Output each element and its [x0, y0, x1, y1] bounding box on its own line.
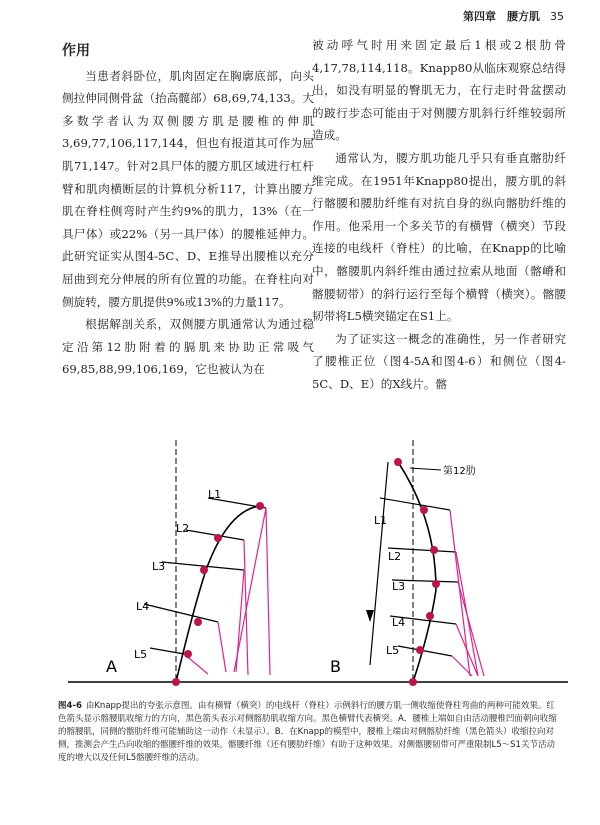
- level-label: L3: [392, 580, 406, 593]
- level-label: L5: [134, 648, 148, 661]
- arrow-down-icon: [366, 610, 374, 622]
- contralateral-fiber: [370, 462, 388, 665]
- running-header: [463, 8, 564, 24]
- right-column: [312, 34, 566, 396]
- transverse-b-5: [398, 646, 452, 656]
- vertebra-dots-b: [394, 458, 440, 686]
- figure-4-6: [58, 410, 578, 690]
- figure-illustration: [58, 410, 578, 690]
- level-label: L4: [392, 616, 406, 629]
- panel-label-a: A: [106, 657, 117, 676]
- level-label: L3: [152, 560, 166, 573]
- caption-text: 由Knapp提出的夸张示意图。由有横臂（横突）的电线杆（脊柱）示例斜行的腰方肌一侧收缩使脊柱弯曲的两种可能效果。红色箭头显示髂腰肌收缩力的方向，黑色箭头表示对侧髂肋肌收缩方向。黑色横臂代表横突。A．腰椎上端如自由活动腰椎凹面朝向收缩的髂腰肌，同侧的髂肋纤维可能辅助这一动作（未显示）。B．在Knapp的模型中，腰椎上端由对侧髂肋纤维（黑色箭头）收缩拉向对侧，推测会产生凸向收缩的髂腰纤维的效果。髂腰纤维（还有腰肋纤维）有助于这种效果。对侧髂腰韧带可严重限制L5～S1关节活动度的增大以及任何L5髂腰纤维的活动。: [58, 701, 557, 763]
- level-label: L5: [386, 644, 400, 657]
- paragraph: 当患者斜卧位，肌肉固定在胸廓底部，向头侧拉伸同侧骨盆（抬高髋部）68,69,74,133。大多数学者认为双侧腰方肌是腰椎的伸肌3,69,77,106,117,144，但也有报道其可作为屈肌71,147。针对2具尸体的腰方肌区域进行杠杆臂和肌肉横断层的计算机分析117，计算出腰方肌在脊柱侧弯时产生约9%的肌力，13%（在一具尸体）或22%（另一具尸体）的腰椎延伸力。此研究证实从图4-5C、D、E推导出腰椎以充分屈曲到充分伸展的所有位置的功能。在脊柱向对侧旋转，腰方肌提供9%或13%的力量117。: [62, 68, 314, 309]
- level-label: L1: [374, 514, 388, 527]
- caption-label: 图4-6: [58, 701, 82, 711]
- transverse-a-5: [150, 648, 184, 654]
- level-label: L4: [136, 600, 150, 613]
- level-label: L2: [176, 522, 190, 535]
- transverse-a-4: [144, 604, 218, 622]
- rib-pointer: [410, 468, 441, 470]
- page-number: 35: [550, 10, 564, 23]
- transverse-b-1: [380, 498, 450, 510]
- muscle-fibers-a: [184, 508, 270, 675]
- left-column: [62, 36, 314, 381]
- muscle-fibers-b: [450, 510, 484, 676]
- level-label: L1: [208, 488, 222, 501]
- section-heading: 作用: [62, 43, 90, 59]
- level-label: L2: [388, 550, 402, 563]
- paragraph: 为了证实这一概念的准确性，另一作者研究了腰椎正位（图4-5A和图4-6）和侧位（图4-5C、D、E）的X线片。髂: [312, 331, 566, 391]
- paragraph: 被动呼气时用来固定最后1根或2根肋骨4,17,78,114,118。Knapp80从临床观察总结得出，如没有明显的臀肌无力，在行走时骨盆摆动的跛行步态可能由于对侧腰方肌斜行纤维较弱所造成。: [312, 38, 566, 143]
- panel-label-b: B: [330, 657, 341, 676]
- figure-caption: [58, 700, 558, 765]
- paragraph: 通常认为，腰方肌功能几乎只有垂直髂肋纤维完成。在1951年Knapp80提出，腰方肌的斜行髂腰和腰肋纤维有对抗自身的纵向髂肋纤维的作用。他采用一个多关节的有横臂（横突）节段连接的电线杆（脊柱）的比喻，在Knapp的比喻中，髂腰肌内斜纤维由通过拉索从地面（髂嵴和髂腰韧带）的斜行运行至每个横臂（横突）。髂腰韧带将L5横突锚定在S1上。: [312, 150, 566, 324]
- paragraph: 根据解剖关系，双侧腰方肌通常认为通过稳定沿第12肋附着的膈肌来协助正常吸气69,85,88,99,106,169，它也被认为在: [62, 317, 314, 377]
- chapter-title: 第四章 腰方肌: [463, 10, 540, 23]
- rib-label: 第12肋: [443, 466, 476, 477]
